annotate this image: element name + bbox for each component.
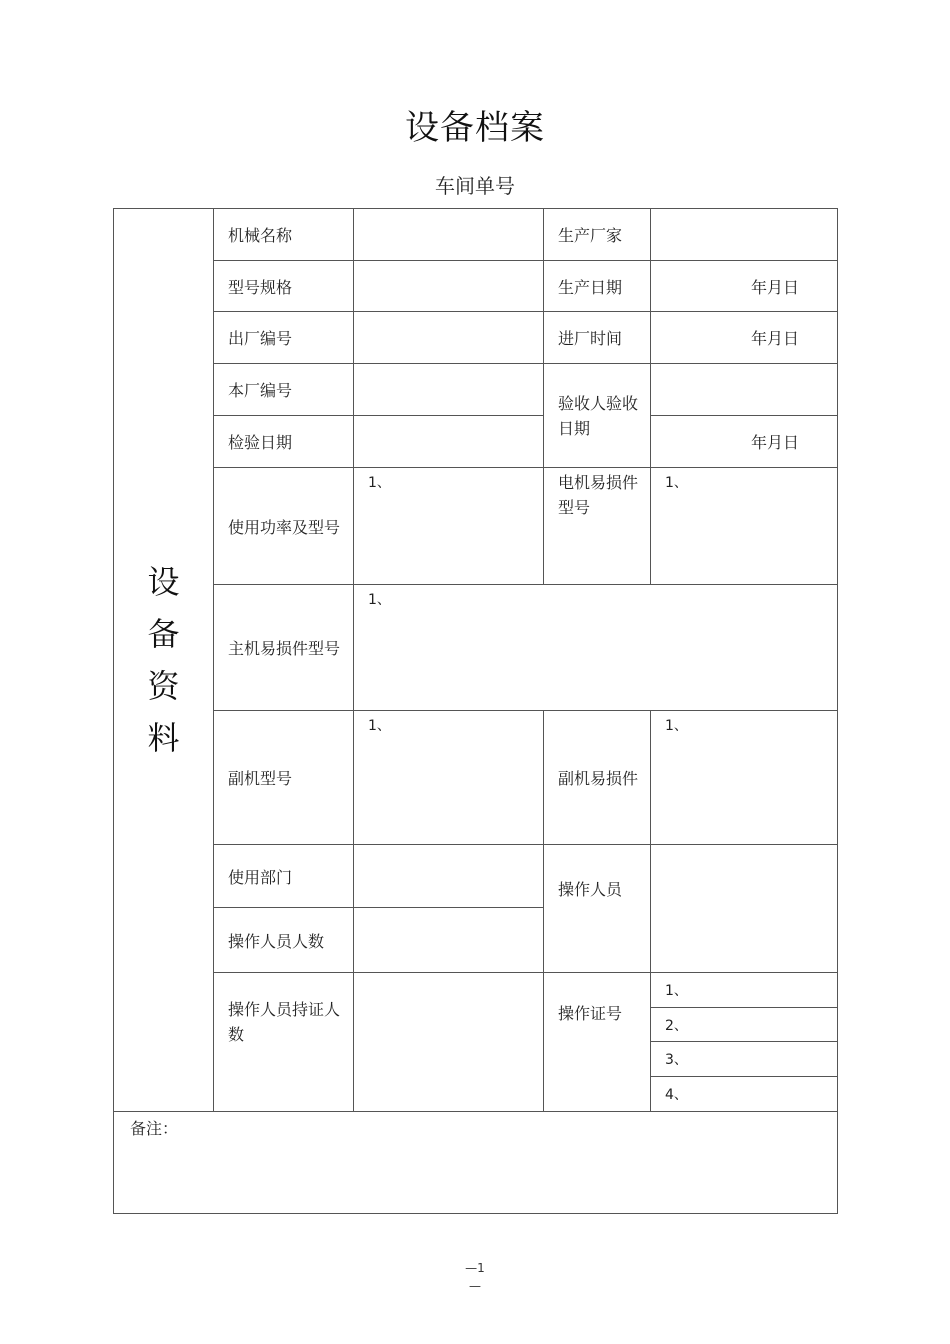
model-spec-field[interactable] [354, 261, 544, 312]
remark-field[interactable]: 备注： [114, 1112, 838, 1214]
workshop-order-label: 车间单号 [435, 174, 515, 198]
operator-field[interactable] [651, 845, 838, 973]
local-serial-label: 本厂编号 [214, 364, 354, 416]
aux-model-field[interactable]: 1、 [354, 711, 544, 845]
motor-parts-field[interactable]: 1、 [651, 468, 838, 585]
host-parts-field[interactable]: 1、 [354, 585, 838, 711]
manufacturer-label: 生产厂家 [544, 209, 651, 261]
machine-name-field[interactable] [354, 209, 544, 261]
machine-name-label: 机械名称 [214, 209, 354, 261]
cert-no-item-3[interactable]: 3、 [651, 1042, 838, 1077]
production-date-field[interactable]: 年月日 [651, 261, 838, 312]
aux-model-label: 副机型号 [214, 711, 354, 845]
operator-count-label: 操作人员人数 [214, 908, 354, 973]
aux-parts-field[interactable]: 1、 [651, 711, 838, 845]
inspection-date-label: 检验日期 [214, 416, 354, 468]
certified-count-label: 操作人员持证人数 [214, 973, 354, 1112]
operator-label: 操作人员 [544, 845, 651, 973]
host-parts-label: 主机易损件型号 [214, 585, 354, 711]
cert-no-item-1[interactable]: 1、 [651, 973, 838, 1008]
manufacturer-field[interactable] [651, 209, 838, 261]
equipment-info-side-label: 设 备 资 料 [114, 209, 214, 1112]
power-model-field[interactable]: 1、 [354, 468, 544, 585]
operator-count-field[interactable] [354, 908, 544, 973]
cert-no-item-2[interactable]: 2、 [651, 1008, 838, 1042]
local-serial-field[interactable] [354, 364, 544, 416]
acceptance-person-field[interactable] [651, 364, 838, 416]
acceptance-date-field[interactable]: 年月日 [651, 416, 838, 468]
acceptance-label: 验收人验收日期 [544, 364, 651, 468]
certified-count-field[interactable] [354, 973, 544, 1112]
motor-parts-label: 电机易损件型号 [544, 468, 651, 585]
production-date-label: 生产日期 [544, 261, 651, 312]
page-title: 设备档案 [405, 108, 545, 148]
cert-no-label: 操作证号 [544, 973, 651, 1112]
factory-serial-label: 出厂编号 [214, 312, 354, 364]
power-model-label: 使用功率及型号 [214, 468, 354, 585]
equipment-record-form [113, 208, 838, 1214]
dept-field[interactable] [354, 845, 544, 908]
factory-serial-field[interactable] [354, 312, 544, 364]
inspection-date-field[interactable] [354, 416, 544, 468]
aux-parts-label: 副机易损件 [544, 711, 651, 845]
dept-label: 使用部门 [214, 845, 354, 908]
entry-time-label: 进厂时间 [544, 312, 651, 364]
entry-time-field[interactable]: 年月日 [651, 312, 838, 364]
cert-no-item-4[interactable]: 4、 [651, 1077, 838, 1112]
page-number: —1 — [465, 1261, 485, 1293]
model-spec-label: 型号规格 [214, 261, 354, 312]
